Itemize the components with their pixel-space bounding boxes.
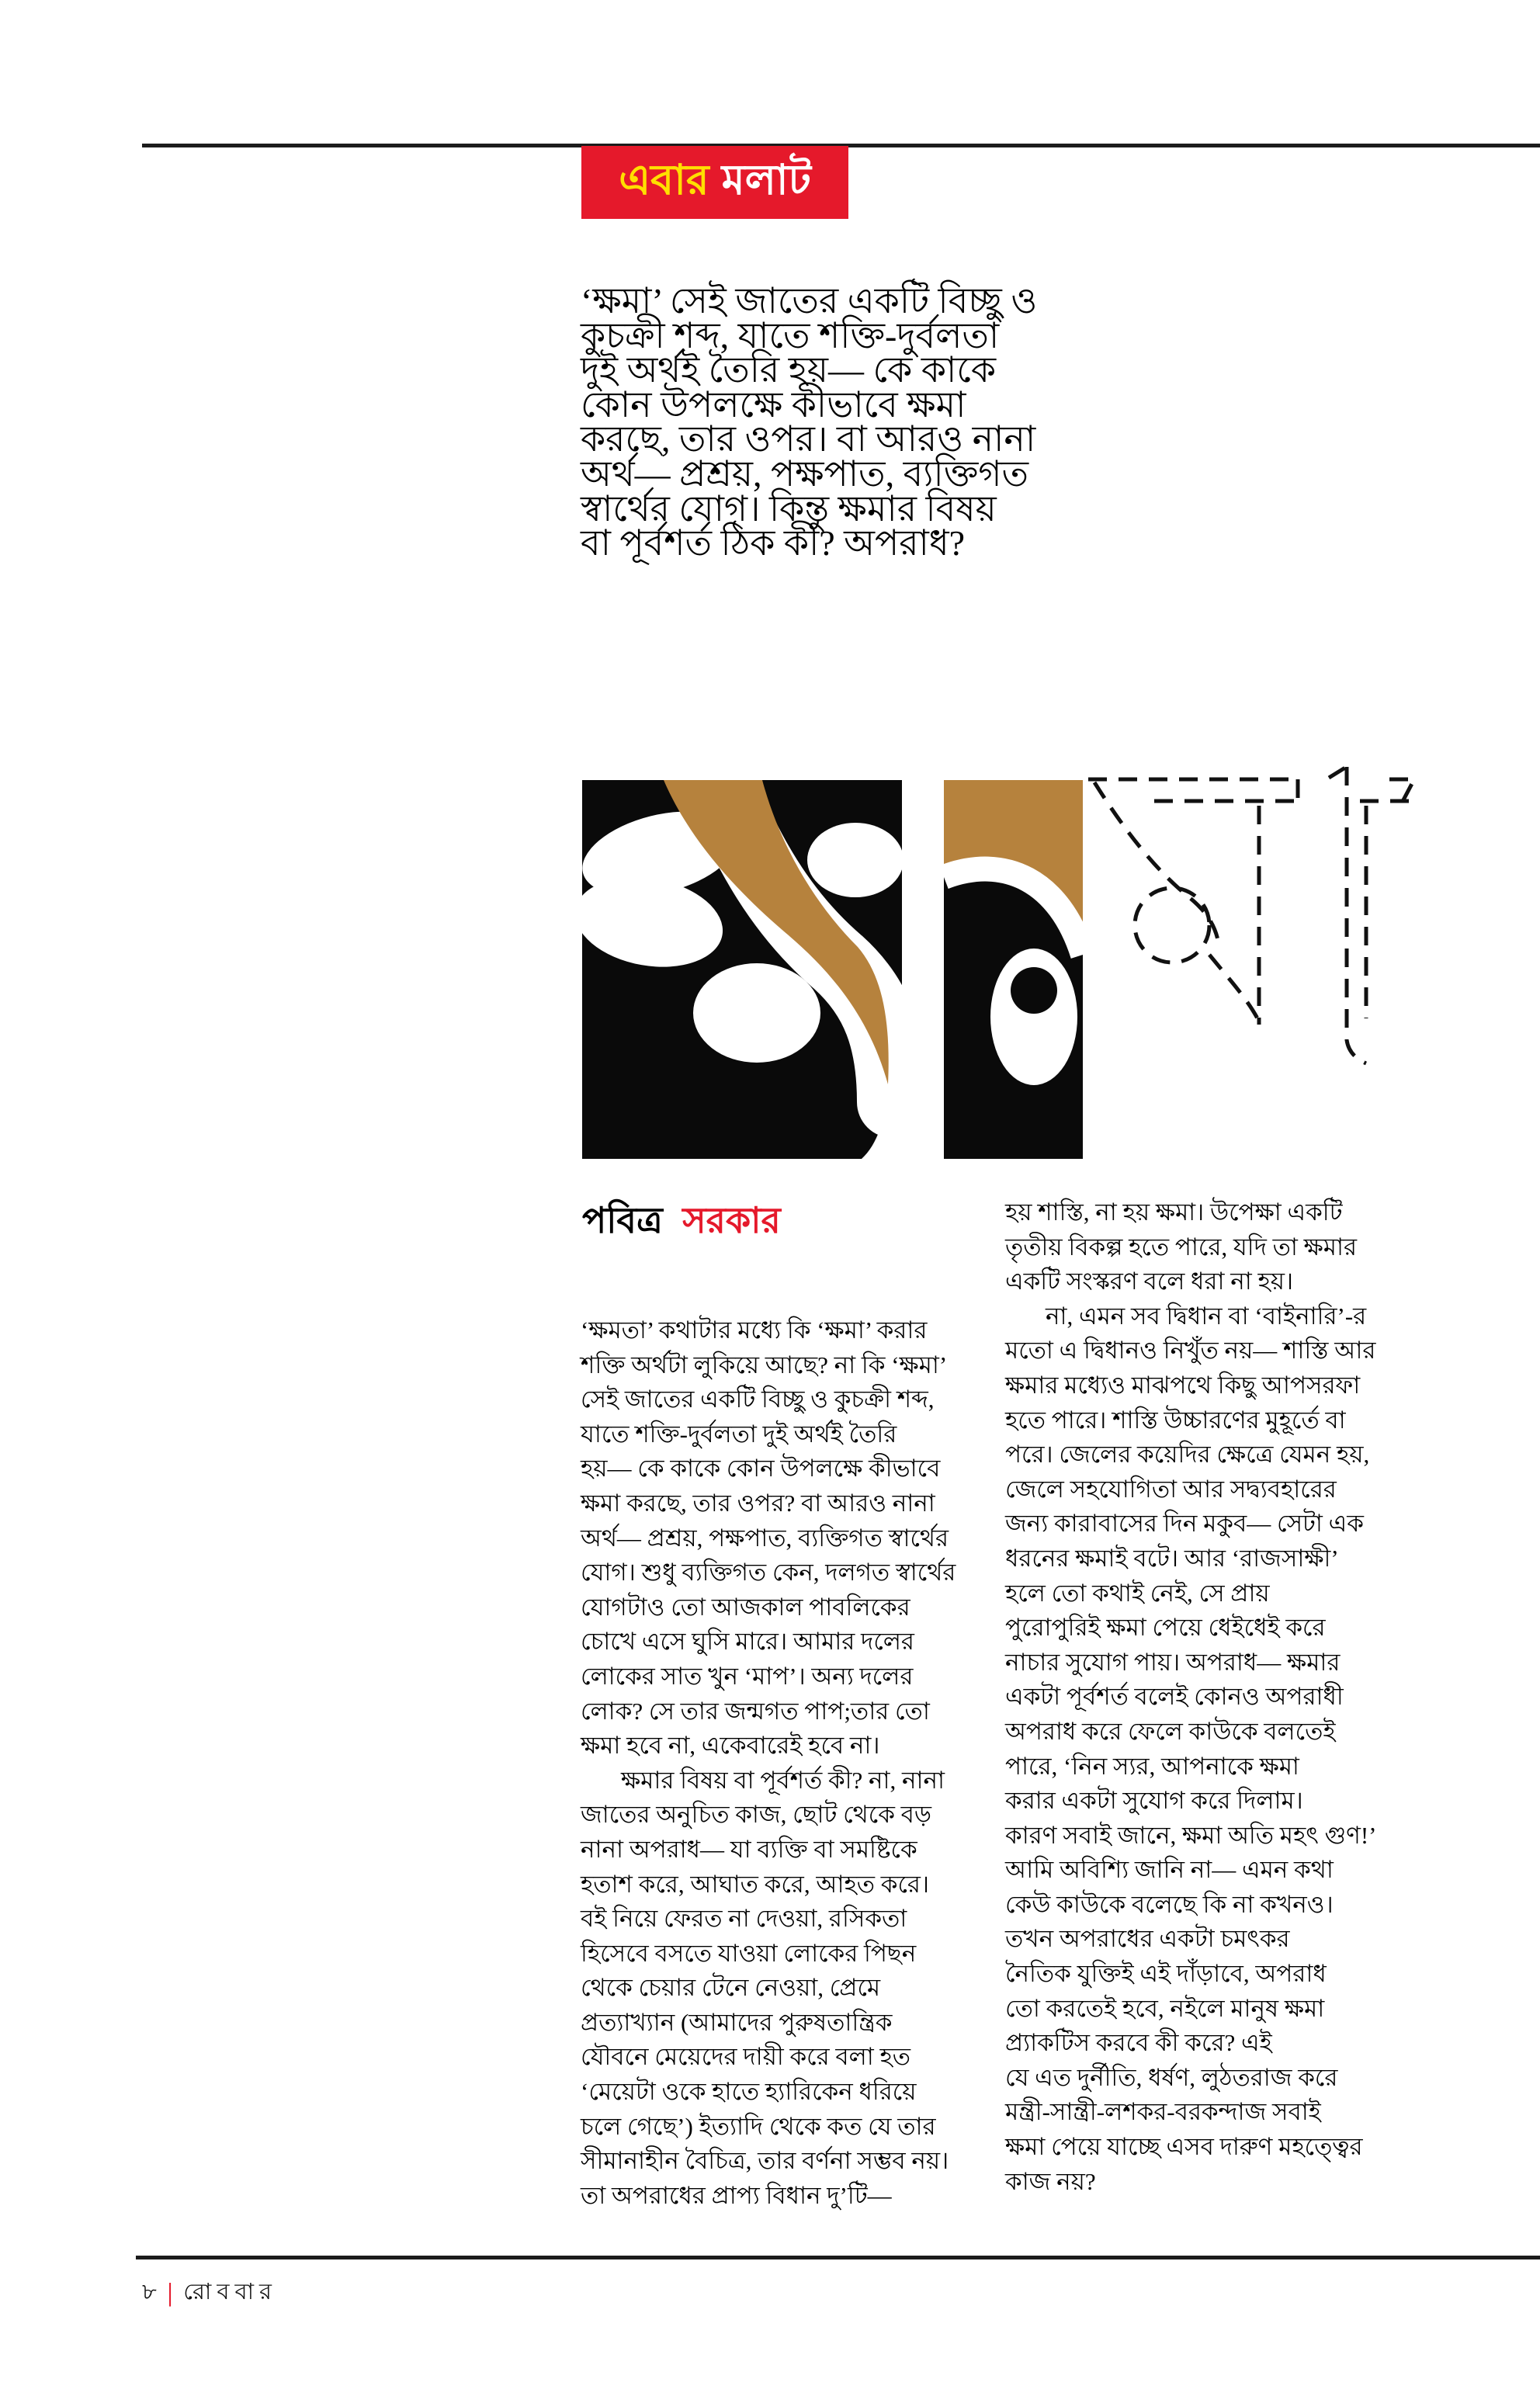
text-line: মতো এ দ্বিধানও নিখুঁত নয়— শাস্তি আর [1005,1337,1376,1365]
text-line: চোখে এসে ঘুসি মারে। আমার দলের [581,1628,914,1656]
text-line: ধরনের ক্ষমাই বটে। আর ‘রাজসাক্ষী’ [1005,1544,1339,1572]
text-line: জাতের অনুচিত কাজ, ছোট থেকে বড় [581,1801,932,1829]
text-line: করার একটা সুযোগ করে দিলাম। [1005,1787,1303,1815]
text-line: কোন উপলক্ষে কীভাবে ক্ষমা [581,384,966,425]
text-line: একটা পূর্বশর্ত বলেই কোনও অপরাধী [1005,1683,1344,1711]
text-line: কাজ নয়? [1005,2167,1096,2195]
artwork-right-block [944,780,1083,1159]
text-line: প্র্যাকটিস করবে কী করে? এই [1005,2029,1272,2057]
footer-separator: | [167,2278,173,2308]
magazine-name: রোববার [183,2280,277,2305]
author-byline [582,1194,781,1253]
text-line: না, এমন সব দ্বিধান বা ‘বাইনারি’-র [1046,1302,1367,1330]
text-line: তখন অপরাধের একটা চমৎকর [1005,1925,1290,1953]
article-left-column [581,1313,992,2213]
text-line: কেউ কাউকে বলেছে কি না কখনও। [1005,1890,1334,1918]
text-line: অপরাধ করে ফেলে কাউকে বলতেই [1005,1717,1336,1745]
author-first-name: পবিত্র [582,1201,663,1240]
text-line: পারে, ‘নিন স্যর, আপনাকে ক্ষমা [1005,1752,1299,1780]
text-line: তৃতীয় বিকল্প হতে পারে, যদি তা ক্ষমার [1005,1233,1358,1261]
text-line: পুরোপুরিই ক্ষমা পেয়ে ধেইধেই করে [1005,1614,1326,1642]
text-line: আমি অবিশ্যি জানি না— এমন কথা [1005,1856,1334,1884]
text-line: ‘মেয়েটা ওকে হাতে হ্যারিকেন ধরিয়ে [581,2078,917,2106]
text-line: ‘ক্ষমতা’ কথাটার মধ্যে কি ‘ক্ষমা’ করার [581,1316,928,1344]
text-line: যাতে শক্তি-দুর্বলতা দুই অর্থই তৈরি [581,1420,897,1448]
text-line: করছে, তার ওপর। বা আরও নানা [581,419,1036,460]
text-line: হয় শাস্তি, না হয় ক্ষমা। উপেক্ষা একটি [1005,1198,1343,1226]
text-line: নানা অপরাধ— যা ব্যক্তি বা সমষ্টিকে [581,1835,917,1863]
text-line: জন্য কারাবাসের দিন মকুব— সেটা এক [1005,1510,1364,1538]
artwork-dashed-letter [1088,765,1414,1063]
text-line: যোগটাও তো আজকাল পাবলিকের [581,1593,910,1621]
section-badge-word1: এবার [619,157,709,203]
text-line: সেই জাতের একটি বিচ্ছু ও কুচক্রী শব্দ, [581,1386,935,1413]
page-number: ৮ [142,2280,157,2305]
text-line: ক্ষমা হবে না, একেবারেই হবে না। [581,1732,880,1760]
section-badge-word2: মলাট [721,157,811,203]
text-line: নৈতিক যুক্তিই এই দাঁড়াবে, অপরাধ [1005,1960,1327,1988]
text-line: বই নিয়ে ফেরত না দেওয়া, রসিকতা [581,1905,907,1933]
footer-rule [136,2256,1540,2259]
text-line: দুই অর্থই তৈরি হয়— কে কাকে [581,350,997,390]
text-line: লোকের সাত খুন ‘মাপ’। অন্য দলের [581,1662,914,1690]
text-line: ক্ষমা করছে, তার ওপর? বা আরও নানা [581,1489,935,1517]
text-line: পরে। জেলের কয়েদির ক্ষেত্রে যেমন হয়, [1005,1441,1370,1469]
article-right-column [1005,1195,1428,2199]
author-last-name: সরকার [682,1201,781,1240]
artwork-left-block [582,765,904,1159]
text-line: যোগ। শুধু ব্যক্তিগত কেন, দলগত স্বার্থের [581,1559,956,1587]
text-line: ‘ক্ষমা’ সেই জাতের একটি বিচ্ছু ও [581,281,1038,321]
text-line: ক্ষমার বিষয় বা পূর্বশর্ত কী? না, নানা [621,1766,945,1794]
text-line: হতে পারে। শাস্তি উচ্চারণের মুহূর্তে বা [1005,1406,1346,1434]
text-line: হতাশ করে, আঘাত করে, আহত করে। [581,1870,930,1898]
text-line: হিসেবে বসতে যাওয়া লোকের পিছন [581,1939,917,1967]
text-line: অর্থ— প্রশ্রয়, পক্ষপাত, ব্যক্তিগত স্বার্থের [581,1524,949,1552]
section-badge [581,146,848,219]
text-line: চলে গেছে’) ইত্যাদি থেকে কত যে তার [581,2112,936,2140]
text-line: স্বার্থের যোগ। কিন্তু ক্ষমার বিষয় [581,488,997,529]
text-line: থেকে চেয়ার টেনে নেওয়া, প্রেমে [581,1974,881,2002]
text-line: একটি সংস্করণ বলে ধরা না হয়। [1005,1268,1294,1295]
khoma-calligraphy-art [582,761,1417,1176]
text-line: তো করতেই হবে, নইলে মানুষ ক্ষমা [1005,1994,1325,2022]
text-line: যৌবনে মেয়েদের দায়ী করে বলা হত [581,2043,911,2071]
text-line: প্রত্যাখ্যান (আমাদের পুরুষতান্ত্রিক [581,2008,893,2036]
text-line: ক্ষমা পেয়ে যাচ্ছে এসব দারুণ মহত্ত্বের [1005,2133,1363,2161]
text-line: তা অপরাধের প্রাপ্য বিধান দু’টি— [581,2181,892,2209]
page-footer [142,2274,277,2312]
text-line: হলে তো কথাই নেই, সে প্রায় [1005,1579,1270,1607]
text-line: মন্ত্রী-সান্ত্রী-লশকর-বরকন্দাজ সবাই [1005,2098,1321,2126]
text-line: হয়— কে কাকে কোন উপলক্ষে কীভাবে [581,1455,941,1483]
text-line: কুচক্রী শব্দ, যাতে শক্তি-দুর্বলতা [581,315,1000,355]
text-line: বা পূর্বশর্ত ঠিক কী? অপরাধ? [581,523,966,564]
text-line: অর্থ— প্রশ্রয়, পক্ষপাত, ব্যক্তিগত [581,453,1029,494]
text-line: সীমানাহীন বৈচিত্র, তার বর্ণনা সম্ভব নয়। [581,2147,949,2175]
text-line: যে এত দুর্নীতি, ধর্ষণ, লুঠতরাজ করে [1005,2063,1338,2091]
text-line: জেলে সহযোগিতা আর সদ্ব্যবহারের [1005,1475,1337,1503]
text-line: শক্তি অর্থটা লুকিয়ে আছে? না কি ‘ক্ষমা’ [581,1351,948,1379]
text-line: ক্ষমার মধ্যেও মাঝপথে কিছু আপসরফা [1005,1371,1361,1399]
intro-standfirst [581,273,1116,564]
text-line: লোক? সে তার জন্মগত পাপ;তার তো [581,1697,930,1725]
text-line: নাচার সুযোগ পায়। অপরাধ— ক্ষমার [1005,1648,1341,1676]
text-line: কারণ সবাই জানে, ক্ষমা অতি মহৎ গুণ!’ [1005,1821,1377,1849]
